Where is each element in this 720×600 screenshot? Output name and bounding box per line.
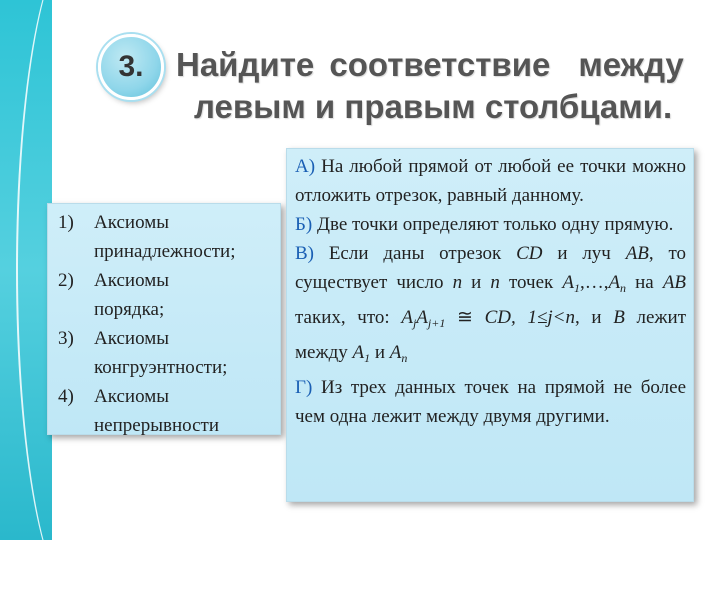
item-label-2: принадлежности; <box>94 241 236 262</box>
statement-text: точек <box>508 272 554 293</box>
list-item <box>58 382 274 440</box>
statement-text: таких, что: <box>295 307 390 328</box>
title-part-2: между <box>578 46 684 83</box>
statement-g <box>295 373 686 431</box>
point-a1: A <box>562 272 574 293</box>
item-label: Аксиомы <box>94 212 170 233</box>
statement-b <box>295 210 686 239</box>
list-item <box>58 266 274 324</box>
statement-letter: В) <box>295 243 314 264</box>
ray-ab: AB <box>625 243 649 264</box>
subscript: n <box>620 281 627 295</box>
statement-letter: А) <box>295 156 316 177</box>
point-a1: A <box>352 342 365 363</box>
title-line-2: левым и правым столбцами. <box>194 88 673 125</box>
item-label: Аксиомы <box>94 386 170 407</box>
statement-text: и <box>374 342 386 363</box>
statement-text: Из трех данных точек на прямой не более чем одна лежит между двумя другими. <box>295 377 686 427</box>
right-column-panel <box>286 148 694 502</box>
item-number: 3) <box>58 328 74 349</box>
var-n: n <box>452 272 463 293</box>
statement-text: На любой прямой от любой ее точки можно отложить отрезок, равный данному. <box>295 156 686 206</box>
segment-cd: CD, <box>484 307 516 328</box>
ray-ab: AB <box>662 272 687 293</box>
congruence-symbol: ≅ <box>457 307 473 328</box>
statement-v <box>295 239 686 373</box>
point-an: A <box>389 342 402 363</box>
subscript: 1 <box>573 281 580 295</box>
statement-text: , и <box>574 307 602 328</box>
var-n: n <box>490 272 500 293</box>
list-item <box>58 324 274 382</box>
point-aj: A <box>401 307 413 328</box>
subscript: 1 <box>364 351 371 365</box>
statement-text: Две точки определяют только одну прямую. <box>317 214 674 235</box>
item-number: 1) <box>58 212 74 233</box>
item-label: Аксиомы <box>94 328 170 349</box>
list-item <box>58 208 274 266</box>
statement-text: на <box>635 272 654 293</box>
statement-text: и луч <box>557 243 611 264</box>
statement-text: и <box>471 272 482 293</box>
point-b: B <box>613 307 625 328</box>
ellipsis: ,…, <box>579 272 609 293</box>
segment-cd: CD <box>516 243 543 264</box>
statement-letter: Г) <box>295 377 313 398</box>
point-aj1: A <box>416 307 428 328</box>
title-line-1 <box>176 44 696 86</box>
item-number: 4) <box>58 386 74 407</box>
statement-text: , то существует число <box>295 243 687 293</box>
statement-a <box>295 152 686 210</box>
subscript: n <box>401 351 408 365</box>
statement-text: лежит между <box>295 307 687 363</box>
left-column-panel <box>47 203 281 435</box>
item-label: Аксиомы <box>94 270 170 291</box>
title-part-1: Найдите соответствие <box>176 46 551 83</box>
statement-text: Если даны отрезок <box>328 243 502 264</box>
item-label-2: непрерывности <box>94 415 219 436</box>
item-label-2: конгруэнтности; <box>94 357 228 378</box>
item-number: 2) <box>58 270 74 291</box>
point-an: A <box>608 272 621 293</box>
statement-letter: Б) <box>295 214 313 235</box>
index-condition: 1≤j<n <box>527 307 575 328</box>
subscript: j+1 <box>427 316 446 330</box>
subscript: j <box>412 316 417 330</box>
slide-title <box>176 44 696 128</box>
item-label-2: порядка; <box>94 299 165 320</box>
task-number: 3. <box>118 50 144 83</box>
task-number-badge <box>98 34 164 100</box>
